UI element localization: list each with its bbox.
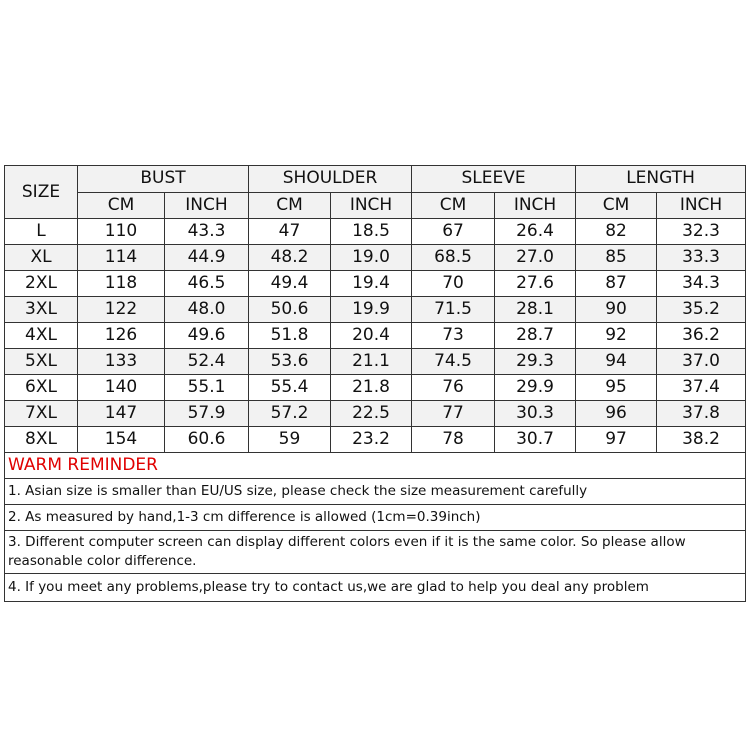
reminder-note-row: [5, 505, 746, 531]
table-row: [5, 323, 746, 349]
measurement-cell: 94: [576, 349, 657, 375]
measurement-cell: 27.0: [495, 245, 576, 271]
measurement-cell: 23.2: [331, 427, 412, 453]
measurement-cell: 27.6: [495, 271, 576, 297]
measurement-cell: 51.8: [249, 323, 331, 349]
measurement-cell: 73: [412, 323, 495, 349]
measurement-cell: 20.4: [331, 323, 412, 349]
header-row-groups: [5, 166, 746, 193]
table-row: [5, 297, 746, 323]
sleeve-header: SLEEVE: [412, 166, 576, 193]
measurement-cell: 32.3: [657, 219, 746, 245]
measurement-cell: 67: [412, 219, 495, 245]
measurement-cell: 57.2: [249, 401, 331, 427]
measurement-cell: 38.2: [657, 427, 746, 453]
table-row: [5, 271, 746, 297]
measurement-cell: 34.3: [657, 271, 746, 297]
reminder-note: 2. As measured by hand,1-3 cm difference is allowed (1cm=0.39inch): [5, 505, 746, 531]
measurement-cell: 50.6: [249, 297, 331, 323]
measurement-cell: 90: [576, 297, 657, 323]
header-row-units: [5, 192, 746, 219]
measurement-cell: 28.1: [495, 297, 576, 323]
table-row: [5, 219, 746, 245]
measurement-cell: 68.5: [412, 245, 495, 271]
measurement-cell: 147: [78, 401, 165, 427]
size-cell: 4XL: [5, 323, 78, 349]
size-cell: L: [5, 219, 78, 245]
table-row: [5, 427, 746, 453]
measurement-cell: 29.3: [495, 349, 576, 375]
reminder-note: 1. Asian size is smaller than EU/US size, please check the size measurement carefully: [5, 479, 746, 505]
reminder-note: 4. If you meet any problems,please try to contact us,we are glad to help you deal any problem: [5, 574, 746, 602]
measurement-cell: 110: [78, 219, 165, 245]
measurement-cell: 49.6: [165, 323, 249, 349]
measurement-cell: 33.3: [657, 245, 746, 271]
measurement-cell: 44.9: [165, 245, 249, 271]
measurement-cell: 37.8: [657, 401, 746, 427]
reminder-note-row: [5, 479, 746, 505]
measurement-cell: 37.0: [657, 349, 746, 375]
measurement-cell: 30.3: [495, 401, 576, 427]
measurement-cell: 92: [576, 323, 657, 349]
size-cell: 8XL: [5, 427, 78, 453]
measurement-cell: 82: [576, 219, 657, 245]
reminder-note-row: [5, 574, 746, 602]
measurement-cell: 118: [78, 271, 165, 297]
measurement-cell: 55.4: [249, 375, 331, 401]
measurement-cell: 22.5: [331, 401, 412, 427]
unit-header: CM: [576, 192, 657, 219]
measurement-cell: 29.9: [495, 375, 576, 401]
shoulder-header: SHOULDER: [249, 166, 412, 193]
size-cell: XL: [5, 245, 78, 271]
unit-header: CM: [412, 192, 495, 219]
measurement-cell: 52.4: [165, 349, 249, 375]
length-header: LENGTH: [576, 166, 746, 193]
measurement-cell: 36.2: [657, 323, 746, 349]
size-cell: 3XL: [5, 297, 78, 323]
measurement-cell: 30.7: [495, 427, 576, 453]
measurement-cell: 19.9: [331, 297, 412, 323]
measurement-cell: 46.5: [165, 271, 249, 297]
measurement-cell: 55.1: [165, 375, 249, 401]
measurement-cell: 97: [576, 427, 657, 453]
size-chart-table: [4, 165, 746, 602]
size-cell: 7XL: [5, 401, 78, 427]
warm-reminder-title: WARM REMINDER: [5, 453, 746, 479]
table-row: [5, 349, 746, 375]
unit-header: CM: [249, 192, 331, 219]
bust-header: BUST: [78, 166, 249, 193]
measurement-cell: 18.5: [331, 219, 412, 245]
size-cell: 6XL: [5, 375, 78, 401]
measurement-cell: 49.4: [249, 271, 331, 297]
size-header: SIZE: [5, 166, 78, 219]
reminder-note: 3. Different computer screen can display different colors even if it is the same color. So please allow reasonable color difference.: [5, 531, 746, 574]
table-row: [5, 375, 746, 401]
table-row: [5, 401, 746, 427]
measurement-cell: 48.2: [249, 245, 331, 271]
measurement-cell: 122: [78, 297, 165, 323]
measurement-cell: 60.6: [165, 427, 249, 453]
unit-header: CM: [78, 192, 165, 219]
measurement-cell: 133: [78, 349, 165, 375]
measurement-cell: 70: [412, 271, 495, 297]
size-cell: 5XL: [5, 349, 78, 375]
measurement-cell: 19.0: [331, 245, 412, 271]
measurement-cell: 74.5: [412, 349, 495, 375]
measurement-cell: 85: [576, 245, 657, 271]
measurement-cell: 37.4: [657, 375, 746, 401]
measurement-cell: 47: [249, 219, 331, 245]
measurement-cell: 78: [412, 427, 495, 453]
measurement-cell: 48.0: [165, 297, 249, 323]
table-row: [5, 245, 746, 271]
measurement-cell: 96: [576, 401, 657, 427]
measurement-cell: 77: [412, 401, 495, 427]
reminder-note-row: [5, 531, 746, 574]
measurement-cell: 59: [249, 427, 331, 453]
unit-header: INCH: [331, 192, 412, 219]
measurement-cell: 57.9: [165, 401, 249, 427]
size-cell: 2XL: [5, 271, 78, 297]
measurement-cell: 35.2: [657, 297, 746, 323]
measurement-cell: 154: [78, 427, 165, 453]
measurement-cell: 21.1: [331, 349, 412, 375]
unit-header: INCH: [495, 192, 576, 219]
measurement-cell: 95: [576, 375, 657, 401]
measurement-cell: 26.4: [495, 219, 576, 245]
measurement-cell: 53.6: [249, 349, 331, 375]
measurement-cell: 76: [412, 375, 495, 401]
measurement-cell: 21.8: [331, 375, 412, 401]
measurement-cell: 114: [78, 245, 165, 271]
unit-header: INCH: [657, 192, 746, 219]
measurement-cell: 43.3: [165, 219, 249, 245]
measurement-cell: 140: [78, 375, 165, 401]
reminder-title-row: [5, 453, 746, 479]
measurement-cell: 28.7: [495, 323, 576, 349]
measurement-cell: 71.5: [412, 297, 495, 323]
measurement-cell: 87: [576, 271, 657, 297]
unit-header: INCH: [165, 192, 249, 219]
measurement-cell: 126: [78, 323, 165, 349]
measurement-cell: 19.4: [331, 271, 412, 297]
